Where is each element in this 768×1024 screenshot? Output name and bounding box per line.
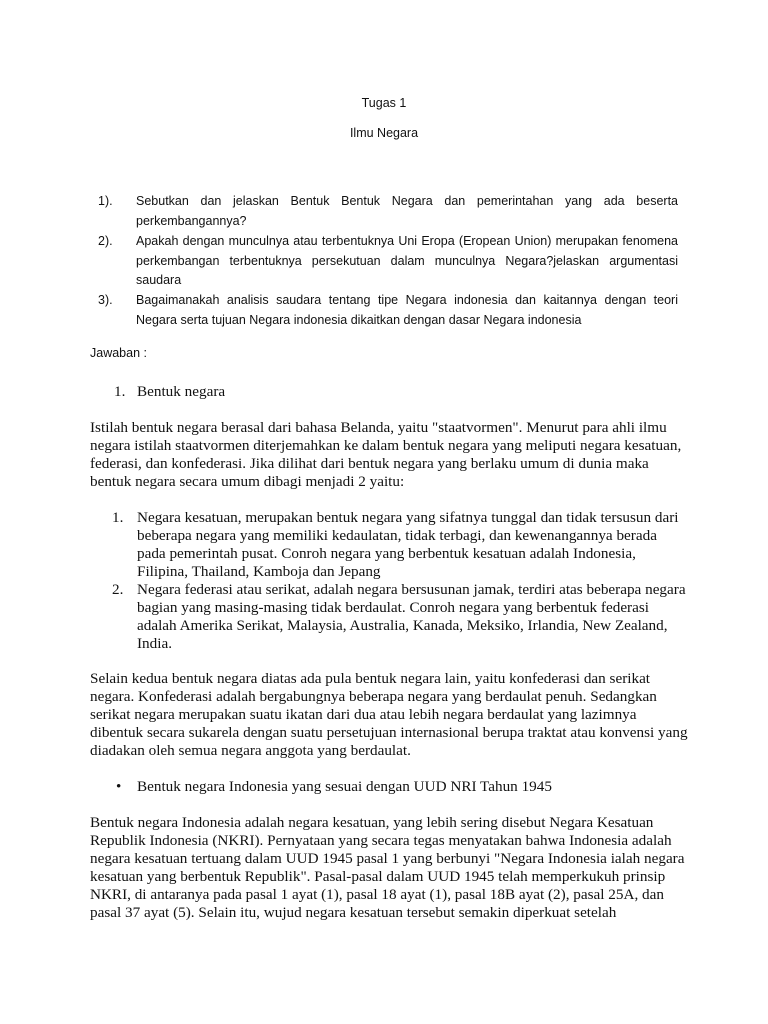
answer-label: Jawaban :: [90, 346, 147, 360]
list-item: [112, 509, 687, 581]
section-1-number: 1.: [114, 383, 126, 400]
question-text: Sebutkan dan jelaskan Bentuk Bentuk Negara dan pemerintahan yang ada beserta perkembangannya?: [136, 194, 678, 228]
list-item: [112, 581, 687, 653]
question-text: Apakah dengan munculnya atau terbentuknya Uni Eropa (Eropean Union) merupakan fenomena perkembangan terbentuknya persekutuan dalam munculnya Negara?jelaskan argumentasi saudara: [136, 234, 678, 287]
question-1: [98, 192, 678, 231]
section-1-title: Bentuk negara: [137, 383, 226, 400]
question-number: 2).: [98, 234, 113, 248]
question-3: [98, 291, 678, 330]
paragraph-3: Bentuk negara Indonesia adalah negara kesatuan, yang lebih sering disebut Negara Kesatuan Republik Indonesia (NKRI). Pernyataan yang secara tegas menyatakan bahwa Indonesia adalah negara kesatuan tertuang dalam UUD 1945 pasal 1 yang berbunyi "Negara Indonesia ialah negara kesatuan yang berbentuk Republik". Pasal-pasal dalam UUD 1945 telah memperkukuh prinsip NKRI, di antaranya pada pasal 1 ayat (1), pasal 18 ayat (1), pasal 18B ayat (2), pasal 25A, dan pasal 37 ayat (5). Selain itu, wujud negara kesatuan tersebut semakin diperkuat setelah: [90, 814, 685, 921]
list-number: 2.: [112, 581, 124, 598]
list-text: Negara kesatuan, merupakan bentuk negara yang sifatnya tunggal dan tidak tersusun dari beberapa negara yang memiliki kedaulatan, tidak terbagi, dan kewenangannya berada pada pemerintah pusat. Conroh negara yang berbentuk kesatuan adalah Indonesia, Filipina, Thailand, Kamboja dan Jepang: [137, 509, 679, 580]
bullet-text: Bentuk negara Indonesia yang sesuai dengan UUD NRI Tahun 1945: [137, 778, 552, 795]
question-number: 3).: [98, 293, 113, 307]
page-subtitle: Ilmu Negara: [349, 126, 419, 140]
question-number: 1).: [98, 194, 113, 208]
list-text: Negara federasi atau serikat, adalah negara bersusunan jamak, terdiri atas beberapa negara bagian yang masing-masing tidak berdaulat. Conroh negara yang berbentuk federasi adalah Amerika Serikat, Malaysia, Australia, Kanada, Meksiko, Irlandia, New Zealand, India.: [137, 581, 686, 652]
question-2: [98, 232, 678, 291]
question-text: Bagaimanakah analisis saudara tentang tipe Negara indonesia dan kaitannya dengan teori Negara serta tujuan Negara indonesia dikaitkan dengan dasar Negara indonesia: [136, 293, 678, 327]
bullet-icon: •: [116, 778, 122, 795]
paragraph-2: Selain kedua bentuk negara diatas ada pula bentuk negara lain, yaitu konfederasi dan serikat negara. Konfederasi adalah bergabungnya beberapa negara yang berdaulat penuh. Sedangkan serikat negara merupakan suatu ikatan dari dua atau lebih negara berdaulat yang lazimnya dibentuk secara sukarela dengan suatu persetujuan internasional berupa traktat atau konvensi yang diadakan oleh semua negara anggota yang berdaulat.: [90, 670, 688, 759]
page-title: Tugas 1: [361, 96, 407, 110]
paragraph-1: Istilah bentuk negara berasal dari bahasa Belanda, yaitu "staatvormen". Menurut para ahli ilmu negara istilah staatvormen diterjemahkan ke dalam bentuk negara yang meliputi negara kesatuan, federasi, dan konfederasi. Jika dilihat dari bentuk negara yang berlaku umum di dunia maka bentuk negara secara umum dibagi menjadi 2 yaitu:: [90, 419, 682, 490]
list-number: 1.: [112, 509, 124, 526]
